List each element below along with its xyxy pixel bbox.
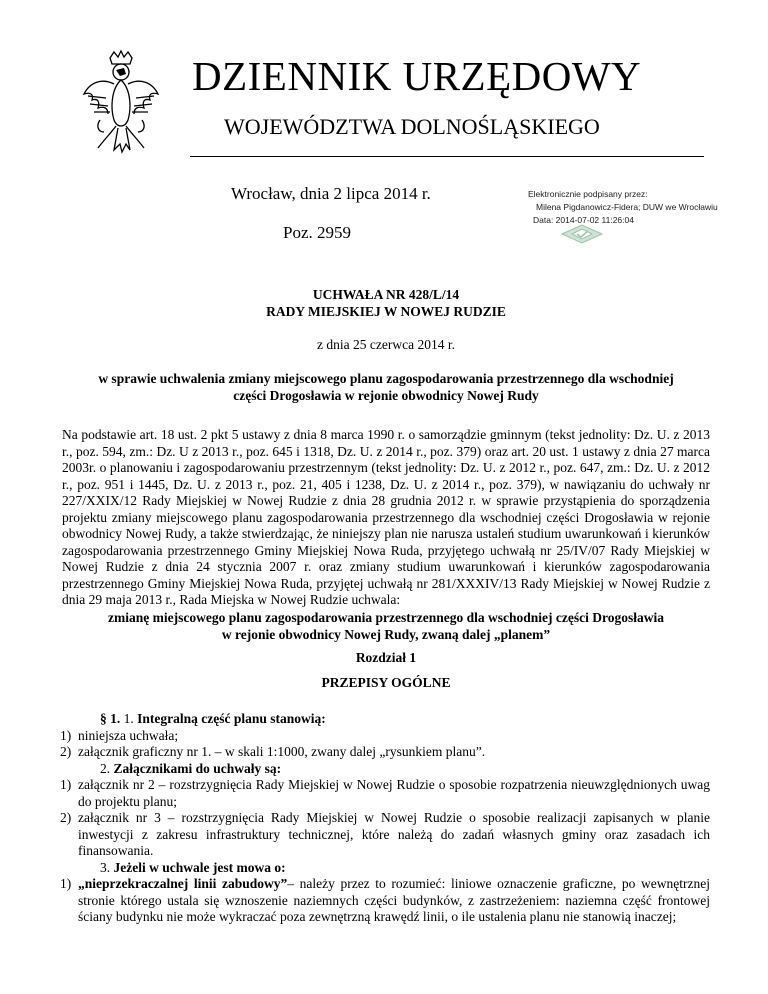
electronic-signature bbox=[528, 188, 748, 227]
list-item bbox=[62, 728, 710, 745]
section-marker: § 1. bbox=[100, 711, 124, 726]
section-1-point-1 bbox=[62, 711, 710, 728]
point-number: 2. bbox=[100, 760, 114, 776]
subject-line: części Drogosławia w rejonie obwodnicy Nowej Rudy bbox=[233, 388, 539, 403]
signature-date: Data: 2014-07-02 11:26:04 bbox=[533, 215, 634, 225]
resolution-date: z dnia 25 czerwca 2014 r. bbox=[317, 337, 455, 352]
signature-label: Elektronicznie podpisany przez: bbox=[528, 189, 648, 199]
journal-subtitle: WOJEWÓDZTWA DOLNOŚLĄSKIEGO bbox=[224, 114, 600, 139]
signature-signer: Milena Pigdanowicz-Fidera; DUW we Wrocławiu bbox=[536, 202, 718, 212]
list-item bbox=[62, 777, 710, 810]
list-text: niniejsza uchwała; bbox=[78, 727, 179, 743]
list-number: 1) bbox=[60, 727, 72, 743]
list-text: załącznik graficzny nr 1. – w skali 1:1000, zwany dalej „rysunkiem planu”. bbox=[78, 744, 486, 759]
chapter-number: Rozdział 1 bbox=[355, 650, 417, 665]
point-heading: Załącznikami do uchwały są: bbox=[113, 760, 282, 776]
point-number: 3. bbox=[100, 859, 114, 875]
list-number: 1) bbox=[60, 777, 72, 792]
list-item bbox=[62, 744, 710, 761]
list-text: załącznik nr 3 – rozstrzygnięcia Rady Miejskiej w Nowej Rudzie o sposobie realizacji zapisanych w planie inwestycji z zakresu infrastruktury technicznej, które należą do zadań własnych gminy oraz zasadach ich finansowania. bbox=[78, 810, 710, 858]
resolution-council: RADY MIEJSKIEJ W NOWEJ RUDZIE bbox=[266, 304, 506, 319]
resolution-number: UCHWAŁA NR 428/L/14 bbox=[312, 287, 460, 302]
point-heading: Integralną część planu stanowią: bbox=[137, 711, 326, 726]
resolution-title bbox=[62, 286, 710, 320]
chapter-name: PRZEPISY OGÓLNE bbox=[321, 675, 451, 690]
position-number: Poz. 2959 bbox=[283, 223, 351, 242]
place-and-date: Wrocław, dnia 2 lipca 2014 r. bbox=[231, 184, 431, 203]
chapter-body bbox=[62, 711, 710, 926]
eagle-emblem-icon bbox=[80, 48, 162, 158]
decision-line: zmianę miejscowego planu zagospodarowania przestrzennego dla wschodniej części Drogosławia bbox=[108, 610, 664, 625]
resolution-subject bbox=[62, 370, 710, 404]
decision-line: w rejonie obwodnicy Nowej Rudy, zwaną dalej „planem” bbox=[221, 626, 551, 642]
list-number: 2) bbox=[60, 744, 72, 759]
list-number: 1) bbox=[60, 876, 72, 891]
header-divider bbox=[190, 156, 704, 157]
list-item bbox=[62, 810, 710, 860]
list-text: – należy przez to rozumieć: liniowe oznaczenie graficzne, po wewnętrznej stronie którego ustala się wznoszenie naziemnych części budynków, z zastrzeżeniem: naziemna część frontowej ściany budynku nie może wykraczać poza zewnętrzną krawędź linii, o ile ustalenia planu nie stanowią inaczej; bbox=[78, 876, 710, 924]
list-text: załącznik nr 2 – rozstrzygnięcia Rady Miejskiej w Nowej Rudzie o sposobie rozpatrzenia nieuwzględnionych uwag do projektu planu; bbox=[78, 777, 710, 809]
resolution-decision bbox=[62, 610, 710, 643]
defined-term: „nieprzekraczalnej linii zabudowy” bbox=[78, 876, 288, 891]
journal-title: DZIENNIK URZĘDOWY bbox=[192, 53, 642, 99]
signature-check-icon bbox=[560, 224, 604, 244]
preamble-paragraph: Na podstawie art. 18 ust. 2 pkt 5 ustawy z dnia 8 marca 1990 r. o samorządzie gminnym (tekst jednolity: Dz. U. z 2013 r., poz. 594, zm.: Dz. U z 2013 r., poz. 645 i 1318, Dz. U. z 2014 r., poz. 379) oraz art. 20 ust. 1 ustawy z dnia 27 marca 2003r. o planowaniu i zagospodarowaniu przestrzennym (tekst jednolity: Dz. U. z 2012 r., poz. 647, zm.: Dz. U. z 2012 r., poz. 951 i 1445, Dz. U. z 2013 r., poz. 21, 405 i 1238, Dz. U. z 2014 r., poz. 379), w nawiązaniu do uchwały nr 227/XXIX/12 Rady Miejskiej w Nowej Rudzie z dnia 28 grudnia 2012 r. w sprawie przystąpienia do sporządzenia projektu zmiany miejscowego planu zagospodarowania przestrzennego dla wschodniej części Drogosławia w rejonie obwodnicy Nowej Rudy, a także stwierdzając, że niniejszy plan nie narusza ustaleń studium uwarunkowań i kierunków zagospodarowania przestrzennego Gminy Miejskiej Nowa Ruda, przyjętego uchwałą nr 25/IV/07 Rady Miejskiej w Nowej Rudzie z dnia 24 stycznia 2007 r. oraz zmiany studium uwarunkowań i kierunków zagospodarowania przestrzennego Gminy Miejskiej Nowa Ruda, przyjętej uchwałą nr 281/XXXIV/13 Rady Miejskiej w Nowej Rudzie z dnia 29 maja 2013 r., Rada Miejska w Nowej Rudzie uchwala: bbox=[62, 427, 710, 607]
point-number: 1. bbox=[123, 711, 138, 726]
list-item bbox=[62, 876, 710, 926]
section-1-point-3 bbox=[62, 860, 710, 877]
point-heading: Jeżeli w uchwale jest mowa o: bbox=[113, 859, 286, 875]
section-1-point-2 bbox=[62, 761, 710, 778]
list-number: 2) bbox=[60, 810, 72, 825]
subject-line: w sprawie uchwalenia zmiany miejscowego planu zagospodarowania przestrzennego dla wschodniej bbox=[98, 371, 674, 386]
